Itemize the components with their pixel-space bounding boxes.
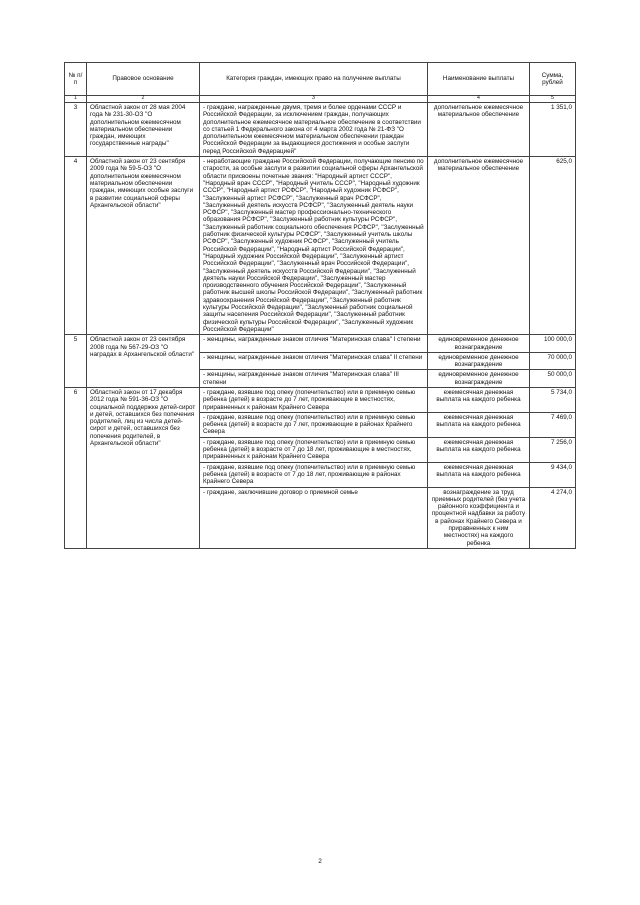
payment-name-cell: единовременное денежное вознаграждение <box>428 370 530 388</box>
payment-name-cell: ежемесячная денежная выплата на каждого ребенка <box>428 437 530 462</box>
amount-cell: 9 434,0 <box>530 462 576 487</box>
category-cell: - граждане, взявшие под опеку (попечительство) или в приемную семью ребенка (детей) в возрасте до 7 лет, проживающие в районах Крайнего Севера <box>200 412 428 437</box>
table-row <box>65 335 576 353</box>
payment-name-cell: ежемесячная денежная выплата на каждого ребенка <box>428 462 530 487</box>
column-number: 5 <box>530 96 576 103</box>
legal-basis-cell: Областной закон от 23 сентября 2009 года № 59-5-ОЗ "О дополнительном ежемесячном материальном обеспечении граждан, имеющих особые заслуги в развитии социальной сферы Архангельской области" <box>87 157 200 335</box>
row-number: 6 <box>65 387 87 548</box>
column-number: 4 <box>428 96 530 103</box>
legal-basis-cell: Областной закон от 23 сентября 2008 года № 567-29-ОЗ "О наградах в Архангельской области" <box>87 335 200 388</box>
category-cell: - граждане, взявшие под опеку (попечительство) или в приемную семью ребенка (детей) в возрасте от 7 до 18 лет, проживающие в местностях, приравненных к районам Крайнего Севера <box>200 437 428 462</box>
payment-name-cell: дополнительное ежемесячное материальное обеспечение <box>428 157 530 335</box>
amount-cell: 70 000,0 <box>530 352 576 370</box>
amount-cell: 625,0 <box>530 157 576 335</box>
payment-name-cell: ежемесячная денежная выплата на каждого ребенка <box>428 412 530 437</box>
header-amount: Сумма, рублей <box>530 63 576 96</box>
column-number: 2 <box>87 96 200 103</box>
amount-cell: 7 256,0 <box>530 437 576 462</box>
table-row <box>65 157 576 335</box>
category-cell: - женщины, награжденные знаком отличия "Материнская слава" I степени <box>200 335 428 353</box>
payment-name-cell: дополнительное ежемесячное материальное обеспечение <box>428 103 530 157</box>
category-cell: - граждане, взявшие под опеку (попечительство) или в приемную семью ребенка (детей) в возрасте до 7 лет, проживающие в местностях, приравненных к районам Крайнего Севера <box>200 387 428 412</box>
legal-basis-cell: Областной закон от 17 декабря 2012 года № 591-36-ОЗ "О социальной поддержке детей-сирот и детей, оставшихся без попечения родителей, лиц из числа детей-сирот и детей, оставшихся без попечения родителей, в Архангельской области" <box>87 387 200 548</box>
payment-name-cell: единовременное денежное вознаграждение <box>428 335 530 353</box>
benefits-table <box>64 62 576 549</box>
column-number-row <box>65 96 576 103</box>
table-body <box>65 103 576 549</box>
payment-name-cell: единовременное денежное вознаграждение <box>428 352 530 370</box>
amount-cell: 1 351,0 <box>530 103 576 157</box>
payment-name-cell: вознаграждение за труд приемных родителей (без учета районного коэффициента и процентной надбавки за работу в районах Крайнего Севера и приравненных к ним местностях) на каждого ребенка <box>428 487 530 548</box>
header-number: № п/п <box>65 63 87 96</box>
category-cell: - неработающие граждане Российской Федерации, получающие пенсию по старости, за особые заслуги в развитии социальной сферы Архангельской области присвоены почетные звания: "Народный артист СССР", "Народный врач СССР", "Народный учитель СССР", "Народный художник СССР", "Народный артист РСФСР", "Народный художник РСФСР", "Заслуженный артист РСФСР", "Заслуженный врач РСФСР", "Заслуженный деятель искусств РСФСР", "Заслуженный деятель науки РСФСР", "Заслуженный мастер профессионально-технического образования РСФСР", "Заслуженный работник культуры РСФСР", "Заслуженный работник социального обеспечения РСФСР", "Заслуженный работник физической культуры РСФСР", "Заслуженный учитель школы РСФСР", "Заслуженный художник РСФСР", "Заслуженный учитель Российской Федерации", "Народный артист Российской Федерации", "Народный художник Российской Федерации", "Заслуженный артист Российской Федерации", "Заслуженный врач Российской Федерации", "Заслуженный деятель искусств Российской Федерации", "Заслуженный деятель науки Российской Федерации", "Заслуженный мастер производственного обучения Российской Федерации", "Заслуженный работник высшей школы Российской Федерации", "Заслуженный работник здравоохранения Российской Федерации", "Заслуженный работник культуры Российской Федерации", "Заслуженный работник социальной защиты населения Российской Федерации", "Заслуженный работник физической культуры Российской Федерации", "Заслуженный художник Российской Федерации" <box>200 157 428 335</box>
table-row <box>65 103 576 157</box>
category-cell: - граждане, взявшие под опеку (попечительство) или в приемную семью ребенка (детей) в возрасте от 7 до 18 лет, проживающие в районах Крайнего Севера <box>200 462 428 487</box>
column-number: 3 <box>200 96 428 103</box>
row-number: 4 <box>65 157 87 335</box>
amount-cell: 100 000,0 <box>530 335 576 353</box>
row-number: 3 <box>65 103 87 157</box>
payment-name-cell: ежемесячная денежная выплата на каждого ребенка <box>428 387 530 412</box>
header-legal-basis: Правовое основание <box>87 63 200 96</box>
legal-basis-cell: Областной закон от 28 мая 2004 года № 231-30-ОЗ "О дополнительном ежемесячном материальном обеспечении граждан, имеющих государственные награды" <box>87 103 200 157</box>
column-number: 1 <box>65 96 87 103</box>
amount-cell: 5 734,0 <box>530 387 576 412</box>
page-number: 2 <box>318 858 322 865</box>
amount-cell: 50 000,0 <box>530 370 576 388</box>
category-cell: - граждане, заключившие договор о приемной семье <box>200 487 428 548</box>
table-header-row <box>65 63 576 96</box>
category-cell: - граждане, награжденные двумя, тремя и более орденами СССР и Российской Федерации, за исключением граждан, получающих дополнительное ежемесячное материальное обеспечение в соответствии со статьей 1 Федерального закона от 4 марта 2002 года № 21-ФЗ "О дополнительном ежемесячном материальном обеспечении граждан Российской Федерации за выдающиеся достижения и особые заслуги перед Российской Федерацией" <box>200 103 428 157</box>
amount-cell: 7 469,0 <box>530 412 576 437</box>
header-payment-name: Наименование выплаты <box>428 63 530 96</box>
header-category: Категория граждан, имеющих право на получение выплаты <box>200 63 428 96</box>
category-cell: - женщины, награжденные знаком отличия "Материнская слава" II степени <box>200 352 428 370</box>
row-number: 5 <box>65 335 87 388</box>
category-cell: - женщины, награжденные знаком отличия "Материнская слава" III степени <box>200 370 428 388</box>
amount-cell: 4 274,0 <box>530 487 576 548</box>
table-row <box>65 387 576 412</box>
